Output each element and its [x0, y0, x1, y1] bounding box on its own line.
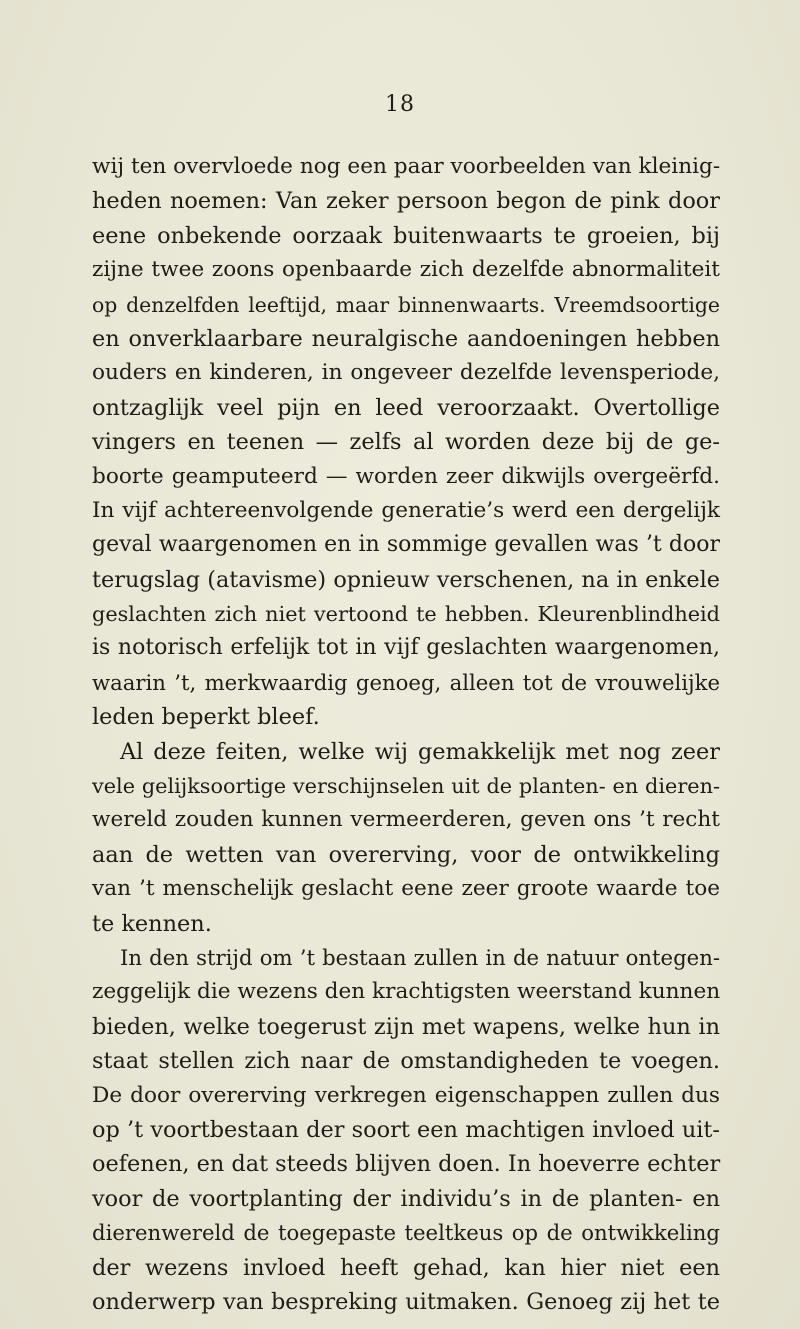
page-number: 18: [385, 92, 415, 117]
text-line: vele gelijksoortige verschijnselen uit de planten- en dieren-: [92, 774, 720, 799]
text-line: geslachten zich niet vertoond te hebben. Kleurenblindheid: [92, 602, 720, 627]
text-line: geval waargenomen en in sommige gevallen was ’t door: [92, 532, 720, 558]
text-line: dierenwereld de toegepaste teeltkeus op de ontwikkeling: [92, 1220, 720, 1246]
text-line: is notorisch erfelijk tot in vijf geslachten waargenomen,: [92, 635, 720, 661]
text-line: De door overerving verkregen eigenschappen zullen dus: [92, 1082, 720, 1108]
text-line: voor de voortplanting der individu’s in de planten- en: [92, 1185, 720, 1212]
text-line: en onverklaarbare neuralgische aandoeningen hebben: [92, 325, 720, 352]
text-line: wereld zouden kunnen vermeerderen, geven ons ’t recht: [92, 807, 720, 833]
text-line: ontzaglijk veel pijn en leed veroorzaakt. Overtollige: [92, 394, 720, 421]
text-line: op denzelfden leeftijd, maar binnenwaarts. Vreemdsoortige: [92, 292, 720, 317]
text-line: zijne twee zoons openbaarde zich dezelfde abnormaliteit: [92, 257, 720, 283]
text-line: der wezens invloed heeft gehad, kan hier niet een: [92, 1254, 720, 1281]
text-line: aan de wetten van overerving, voor de ontwikkeling: [92, 841, 720, 868]
body-text: [92, 150, 720, 1319]
text-line: zeggelijk die wezens den krachtigsten weerstand kunnen: [92, 979, 721, 1005]
text-line: ouders en kinderen, in ongeveer dezelfde levensperiode,: [92, 360, 720, 386]
text-line: op ’t voortbestaan der soort een machtigen invloed uit-: [92, 1116, 720, 1143]
text-line: vingers en teenen — zelfs al worden deze bij de ge-: [92, 429, 720, 456]
text-line: onderwerp van bespreking uitmaken. Genoeg zij het te: [92, 1288, 720, 1315]
text-line: te kennen.: [92, 910, 212, 937]
text-line: terugslag (atavisme) opnieuw verschenen, na in enkele: [92, 566, 720, 593]
text-line: oefenen, en dat steeds blijven doen. In hoeverre echter: [92, 1151, 721, 1178]
text-line: boorte geamputeerd — worden zeer dikwijls overgeërfd.: [92, 463, 720, 489]
text-line: bieden, welke toegerust zijn met wapens, welke hun in: [92, 1013, 720, 1040]
text-line: In vijf achtereenvolgende generatie’s werd een dergelijk: [92, 497, 720, 523]
text-line: staat stellen zich naar de omstandigheden te voegen.: [92, 1048, 720, 1075]
text-line: In den strijd om ’t bestaan zullen in de natuur ontegen-: [120, 944, 720, 970]
text-line: leden beperkt bleef.: [92, 704, 320, 731]
text-line: waarin ’t, merkwaardig genoeg, alleen tot de vrouwelijke: [92, 669, 720, 695]
text-line: van ’t menschelijk geslacht eene zeer groote waarde toe: [92, 876, 720, 902]
text-line: heden noemen: Van zeker persoon begon de pink door: [92, 188, 720, 215]
text-line: Al deze feiten, welke wij gemakkelijk met nog zeer: [120, 738, 720, 765]
text-line: wij ten overvloede nog een paar voorbeelden van kleinig-: [92, 154, 721, 179]
text-line: eene onbekende oorzaak buitenwaarts te groeien, bij: [92, 222, 720, 249]
